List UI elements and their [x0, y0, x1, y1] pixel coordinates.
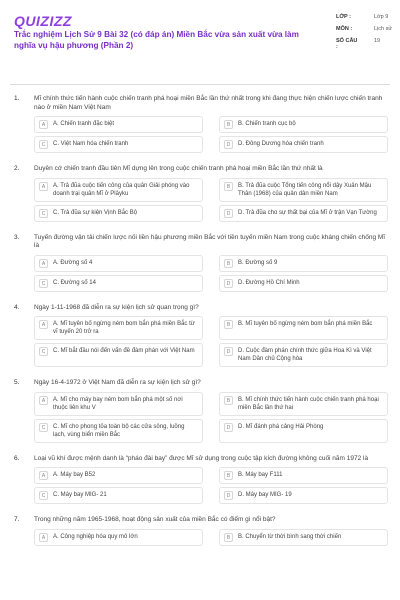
question-text: Loại vũ khí được mệnh danh là “pháo đài bay” được Mĩ sử dụng trong cuộc tập kích đường không cuối năm 1972 là	[34, 454, 369, 462]
answer-options	[34, 116, 388, 153]
option-text: B. Mĩ chính thức tiến hành cuộc chiến tranh phá hoại miền Bắc lần thứ hai	[238, 396, 379, 411]
option-text: C. Trả đũa sự kiện Vịnh Bắc Bộ	[53, 209, 138, 216]
option-text: B. Máy bay F111	[238, 472, 283, 478]
option-text: D. Cuộc đàm phán chính thức giữa Hoa Kì và Việt Nam Dân chủ Cộng hòa	[238, 348, 372, 362]
meta-subject	[336, 26, 394, 33]
option-text: B. Chiến tranh cục bộ	[238, 121, 296, 127]
question-1	[14, 95, 388, 153]
answer-option-c[interactable]	[34, 275, 203, 292]
option-letter-box: B	[224, 320, 233, 329]
answer-option-d[interactable]	[219, 136, 388, 153]
question-number: 5.	[14, 379, 20, 386]
option-text: D. Trả đũa cho sự thất bại của Mĩ ở trận Vạn Tường	[238, 209, 377, 216]
meta-question-count	[336, 38, 394, 50]
option-text: C. Mĩ cho phong tỏa toàn bộ các cửa sông, luồng lạch, vùng biển miền Bắc	[53, 423, 185, 438]
question-number: 2.	[14, 165, 20, 172]
option-letter-box: C	[39, 491, 48, 500]
question-5	[14, 379, 388, 443]
meta-label: LỚP :	[336, 14, 351, 20]
answer-option-b[interactable]	[219, 467, 388, 484]
worksheet-title: Trắc nghiệm Lịch Sử 9 Bài 32 (có đáp án) Miền Bắc vừa sản xuất vừa làm nghĩa vụ hậu phương (Phần 2)	[14, 30, 299, 50]
answer-option-d[interactable]	[219, 205, 388, 222]
answer-options	[34, 529, 388, 546]
option-letter-box: D	[224, 491, 233, 500]
answer-options	[34, 392, 388, 443]
meta-value: Lớp 9	[374, 14, 389, 20]
option-text: B. Đường số 9	[238, 259, 278, 266]
quizizz-logo: QUIZIZZ	[14, 13, 72, 29]
answer-option-c[interactable]	[34, 487, 203, 504]
answer-option-d[interactable]	[219, 343, 388, 367]
meta-label: MÔN :	[336, 26, 353, 32]
answer-options	[34, 316, 388, 367]
question-number: 4.	[14, 303, 20, 311]
option-letter-box: D	[224, 279, 233, 288]
answer-option-d[interactable]	[219, 275, 388, 292]
answer-option-c[interactable]	[34, 343, 203, 367]
question-text: Ngày 1-11-1968 đã diễn ra sự kiện lịch sử quan trọng gì?	[34, 303, 199, 311]
answer-option-a[interactable]	[34, 255, 203, 272]
option-letter-box: B	[224, 396, 233, 405]
meta-label: SỐ CÂU :	[336, 38, 358, 50]
option-text: D. Máy bay MIG- 19	[238, 492, 292, 498]
option-letter-box: A	[39, 320, 48, 329]
option-letter-box: C	[39, 279, 48, 288]
answer-option-a[interactable]	[34, 178, 203, 202]
option-letter-box: B	[224, 120, 233, 129]
answer-option-b[interactable]	[219, 178, 388, 202]
option-letter-box: A	[39, 182, 48, 191]
question-7	[14, 516, 388, 546]
option-text: A. Mĩ cho máy bay ném bom bắn phá một số nơi thuộc liên khu V	[53, 396, 183, 411]
question-number: 3.	[14, 233, 20, 241]
option-text: A. Đường số 4	[53, 259, 93, 266]
question-text: Mĩ chính thức tiến hành cuộc chiến tranh phá hoại miền Bắc lần thứ nhất trong khi đang thực hiện chiến lược chiến tranh nào ở miền Nam Việt Nam	[34, 95, 383, 111]
answer-option-b[interactable]	[219, 255, 388, 272]
answer-option-a[interactable]	[34, 467, 203, 484]
question-6	[14, 455, 388, 505]
meta-class	[336, 14, 394, 21]
option-text: C. Đường số 14	[53, 279, 96, 286]
option-text: C. Việt Nam hóa chiến tranh	[53, 141, 129, 147]
worksheet-meta	[336, 14, 394, 55]
answer-option-c[interactable]	[34, 205, 203, 222]
question-2	[14, 165, 388, 222]
option-text: C. Máy bay MIG- 21	[53, 492, 107, 498]
meta-value: Lịch sử	[374, 26, 393, 32]
option-text: D. Đường Hồ Chí Minh	[238, 279, 300, 286]
option-letter-box: B	[224, 471, 233, 480]
option-letter-box: A	[39, 259, 48, 268]
answer-option-a[interactable]	[34, 316, 203, 340]
answer-option-b[interactable]	[219, 316, 388, 340]
answer-option-d[interactable]	[219, 487, 388, 504]
option-letter-box: B	[224, 259, 233, 268]
answer-option-a[interactable]	[34, 392, 203, 416]
question-text: Ngày 16-4-1972 ở Việt Nam đã diễn ra sự kiện lịch sử gì?	[34, 379, 201, 386]
option-text: D. Đông Dương hóa chiến tranh	[238, 141, 324, 147]
option-letter-box: D	[224, 347, 233, 356]
answer-option-a[interactable]	[34, 529, 203, 546]
question-text: Tuyến đường vận tải chiến lược nối liền hậu phương miền Bắc với tiền tuyến miền Nam trong cuộc kháng chiến chống Mĩ là	[34, 233, 386, 249]
option-text: C. Mĩ bắt đầu nói đến vấn đề đàm phán với Việt Nam	[53, 348, 195, 354]
option-letter-box: C	[39, 423, 48, 432]
option-letter-box: B	[224, 533, 233, 542]
option-letter-box: A	[39, 533, 48, 542]
option-text: D. Mĩ đánh phá cảng Hải Phòng	[238, 423, 324, 430]
option-letter-box: A	[39, 120, 48, 129]
question-text: Trong những năm 1965-1968, hoạt động sản xuất của miền Bắc có điểm gì nổi bật?	[34, 516, 276, 523]
question-text: Duyên cớ chiến tranh đầu tiên Mĩ dựng lên trong cuộc chiến tranh phá hoại miền Bắc lần thứ nhất là	[34, 165, 323, 172]
answer-options	[34, 255, 388, 292]
answer-option-c[interactable]	[34, 136, 203, 153]
option-letter-box: D	[224, 209, 233, 218]
question-4	[14, 304, 388, 368]
option-text: A. Chiến tranh đặc biệt	[53, 121, 115, 127]
option-text: A. Mĩ tuyên bố ngừng ném bom bắn phá miền Bắc từ vĩ tuyến 20 trở ra	[53, 321, 195, 335]
option-letter-box: C	[39, 347, 48, 356]
answer-option-a[interactable]	[34, 116, 203, 133]
option-text: A. Trả đũa cuộc tiến công của quân Giải phóng vào doanh trại quân Mĩ ở Plâyku	[53, 182, 190, 197]
question-number: 6.	[14, 454, 20, 462]
answer-option-d[interactable]	[219, 419, 388, 443]
option-text: A. Công nghiệp hóa quy mô lớn	[53, 533, 138, 540]
answer-option-b[interactable]	[219, 529, 388, 546]
worksheet-header	[0, 0, 400, 84]
question-3	[14, 234, 388, 292]
meta-value: 19	[374, 38, 381, 44]
answer-option-b[interactable]	[219, 116, 388, 133]
option-letter-box: B	[224, 182, 233, 191]
answer-options	[34, 178, 388, 222]
answer-option-c[interactable]	[34, 419, 203, 443]
option-text: B. Trả đũa cuộc Tổng tiến công nổi dậy Xuân Mậu Thân (1968) của quân dân miền Nam	[238, 182, 372, 197]
question-list	[0, 95, 400, 558]
option-letter-box: D	[224, 423, 233, 432]
option-text: B. Mĩ tuyên bố ngừng ném bom bắn phá miền Bắc	[238, 321, 373, 327]
question-number: 1.	[14, 95, 20, 102]
option-text: A. Máy bay B52	[53, 472, 96, 478]
answer-options	[34, 467, 388, 504]
option-letter-box: D	[224, 140, 233, 149]
option-text: B. Chuyển từ thời bình sang thời chiến	[238, 533, 342, 540]
option-letter-box: C	[39, 140, 48, 149]
option-letter-box: C	[39, 209, 48, 218]
question-number: 7.	[14, 516, 20, 523]
header-divider	[10, 84, 390, 85]
option-letter-box: A	[39, 396, 48, 405]
answer-option-b[interactable]	[219, 392, 388, 416]
option-letter-box: A	[39, 471, 48, 480]
